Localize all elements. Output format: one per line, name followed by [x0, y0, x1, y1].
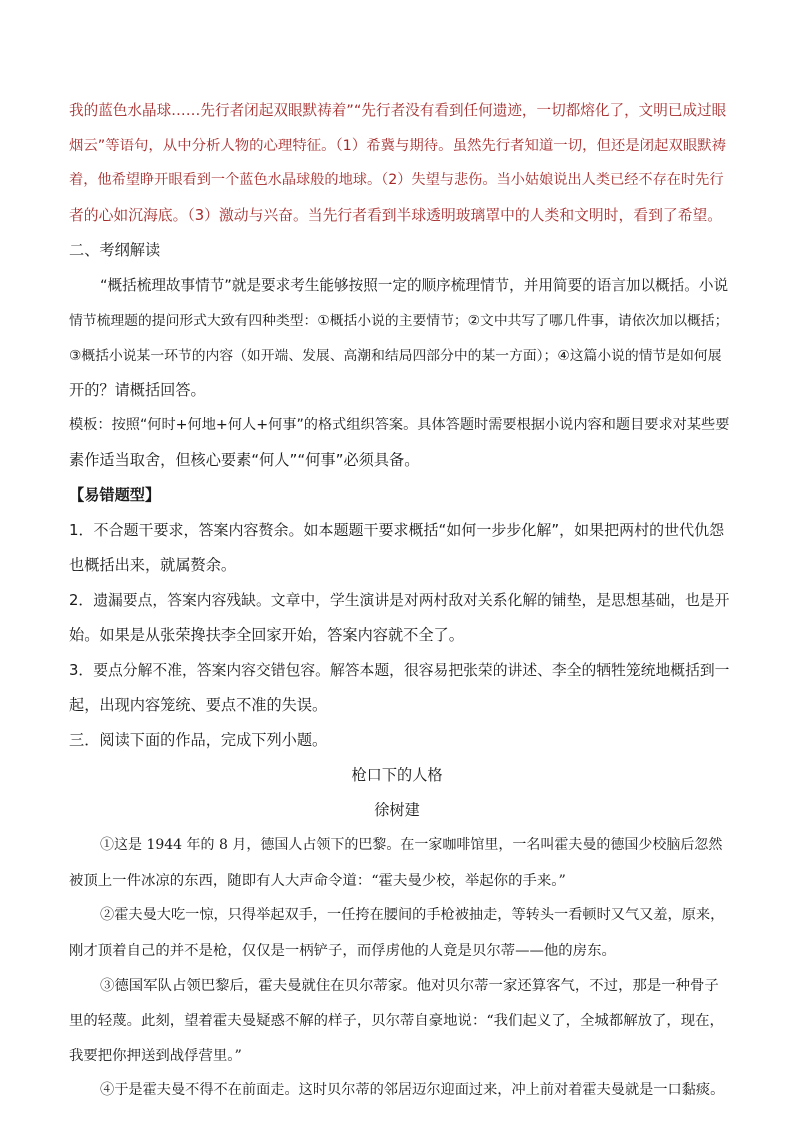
error-line: 也概括出来，就属赘余。 — [69, 556, 237, 574]
error-line: 3．要点分解不准，答案内容交错包容。解答本题，很容易把张荣的讲述、李全的牺牲笼统地概括到一 — [69, 662, 730, 679]
answer-line: 着，他希望睁开眼看到一个蓝色水晶球般的地球。（2）失望与悲伤。当小姑娘说出人类已经不存在时先行 — [69, 172, 724, 188]
story-author: 徐树建 — [374, 801, 420, 819]
paragraph-line: “概括梳理故事情节”就是要求考生能够按照一定的顺序梳理情节，并用简要的语言加以概括。小说 — [100, 277, 729, 294]
paragraph-line: 开的？请概括回答。 — [69, 381, 206, 399]
section-heading: 三．阅读下面的作品，完成下列小题。 — [69, 731, 328, 749]
paragraph-line: 情节梳理题的提问形式大致有四种类型：①概括小说的主要情节；②文中共写了哪几件事，请依次加以概括； — [69, 313, 729, 329]
answer-line: 我的蓝色水晶球……先行者闭起双眼默祷着”“先行者没有看到任何遗迹，一切都熔化了，文明已成过眼 — [69, 102, 727, 119]
story-line: ③德国军队占领巴黎后，霍夫曼就住在贝尔蒂家。他对贝尔蒂一家还算客气，不过，那是一种骨子 — [100, 978, 719, 994]
story-line: 我要把你押送到战俘营里。” — [69, 1048, 242, 1064]
story-line: 里的轻蔑。此刻，望着霍夫曼疑惑不解的样子，贝尔蒂自豪地说：“我们起义了，全城都解放了，现在， — [69, 1013, 724, 1029]
story-title: 枪口下的人格 — [351, 766, 443, 784]
story-line: 刚才顶着自己的并不是枪，仅仅是一柄铲子，而俘虏他的人竟是贝尔蒂——他的房东。 — [69, 943, 616, 959]
story-line: ④于是霍夫曼不得不在前面走。这时贝尔蒂的邻居迈尔迎面过来，冲上前对着霍夫曼就是一口黏痰。 — [100, 1082, 725, 1098]
answer-line: 者的心如沉海底。（3）激动与兴奋。当先行者看到半球透明玻璃罩中的人类和文明时，看到了希望。 — [69, 207, 723, 224]
story-line: ①这是 1944 年的 8 月，德国人占领下的巴黎。在一家咖啡馆里，一名叫霍夫曼的德国少校脑后忽然 — [100, 837, 723, 853]
error-line: 2．遗漏要点，答案内容残缺。文章中，学生演讲是对两村敌对关系化解的铺垫，是思想基础，也是开 — [69, 592, 730, 609]
answer-line: 烟云”等语句，从中分析人物的心理特征。（1）希冀与期待。虽然先行者知道一切，但还是闭起双眼默祷 — [69, 138, 726, 154]
error-line: 起，出现内容笼统、要点不准的失误。 — [69, 696, 328, 714]
paragraph-line: ③概括小说某一环节的内容（如开端、发展、高潮和结局四部分中的某一方面）；④这篇小说的情节是如何展 — [69, 348, 722, 364]
story-line: ②霍夫曼大吃一惊，只得举起双手，一任挎在腰间的手枪被抽走，等转头一看顿时又气又羞，原来， — [100, 907, 725, 923]
section-heading: 二、考纲解读 — [69, 241, 161, 259]
template-line: 素作适当取舍，但核心要素“何人”“何事”必须具备。 — [69, 451, 420, 469]
error-heading: 【易错题型】 — [69, 486, 161, 504]
template-line: 模板：按照“何时+何地+何人+何事”的格式组织答案。具体答题时需要根据小说内容和题目要求对某些要 — [69, 417, 730, 433]
story-line: 被顶上一件冰凉的东西，随即有人大声命令道：“霍夫曼少校，举起你的手来。” — [69, 873, 566, 889]
error-line: 始。如果是从张荣搀扶李全回家开始，答案内容就不全了。 — [69, 626, 464, 644]
error-line: 1．不合题干要求，答案内容赘余。如本题题干要求概括“如何一步步化解”，如果把两村的世代仇怨 — [69, 521, 725, 539]
